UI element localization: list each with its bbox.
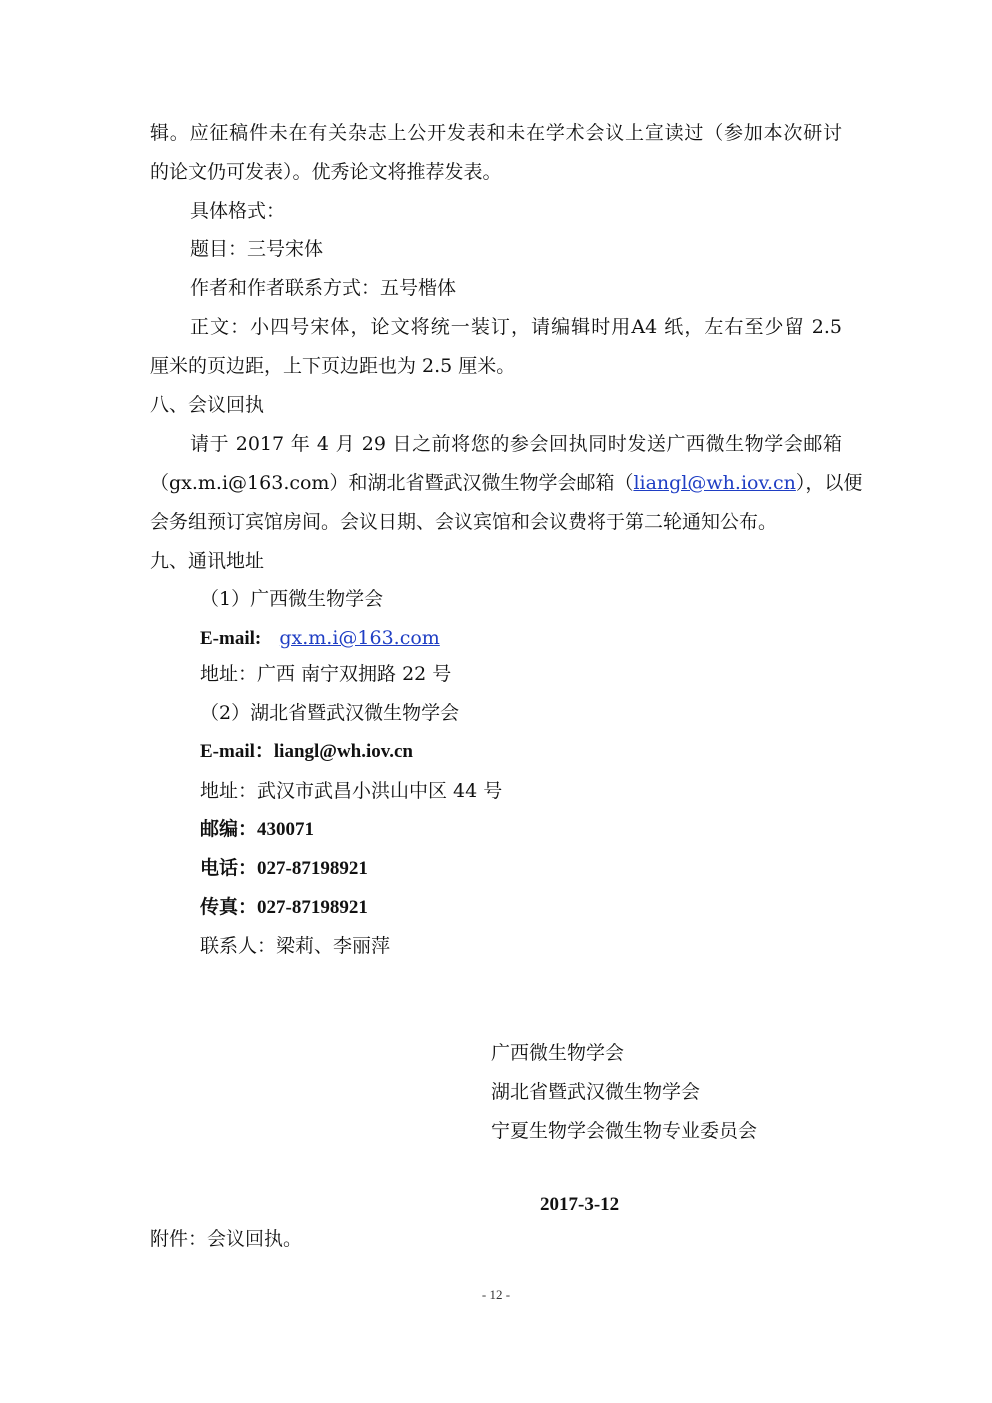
text-segment: ），以便 [795, 472, 863, 494]
text-segment: （gx.m.i@163.com）和湖北省暨武汉微生物学会邮箱（ [150, 472, 634, 494]
signature-org: 广西微生物学会 [491, 1042, 625, 1064]
email-link[interactable]: gx.m.i@163.com [279, 627, 440, 649]
attachment-note: 附件：会议回执。 [150, 1228, 303, 1250]
document-date: 2017-3-12 [540, 1194, 620, 1215]
author-rule: 作者和作者联系方式：五号楷体 [190, 277, 457, 299]
org2-address: 地址：武汉市武昌小洪山中区 44 号 [200, 780, 503, 802]
org1-name: （1）广西微生物学会 [200, 588, 384, 610]
format-heading: 具体格式： [190, 200, 286, 222]
signature-org: 湖北省暨武汉微生物学会 [491, 1081, 701, 1103]
org1-email [200, 626, 440, 651]
org2-fax: 传真：027-87198921 [200, 897, 368, 918]
org1-address: 地址：广西 南宁双拥路 22 号 [200, 663, 452, 685]
paragraph-line: 会务组预订宾馆房间。会议日期、会议宾馆和会议费将于第二轮通知公布。 [150, 511, 778, 533]
body-rule-line: 厘米的页边距，上下页边距也为 2.5 厘米。 [150, 355, 516, 377]
signature-org: 宁夏生物学会微生物专业委员会 [491, 1120, 758, 1142]
section-9-heading: 九、通讯地址 [150, 550, 265, 572]
body-rule-line: 正文：小四号宋体，论文将统一装订，请编辑时用A4 纸，左右至少留 2.5 [190, 316, 842, 338]
org2-name: （2）湖北省暨武汉微生物学会 [200, 702, 460, 724]
org2-email: E-mail：liangl@wh.iov.cn [200, 741, 413, 762]
org2-contacts: 联系人：梁莉、李丽萍 [200, 935, 391, 957]
title-rule: 题目：三号宋体 [190, 238, 324, 260]
paragraph-line [150, 471, 863, 495]
email-link[interactable]: liangl@wh.iov.cn [633, 472, 796, 494]
email-label: E-mail: [200, 628, 262, 649]
paragraph-line: 辑。应征稿件未在有关杂志上公开发表和未在学术会议上宣读过（参加本次研讨 [150, 122, 842, 144]
paragraph-line: 请于 2017 年 4 月 29 日之前将您的参会回执同时发送广西微生物学会邮箱 [190, 433, 842, 455]
org2-postcode: 邮编：430071 [200, 819, 315, 840]
org2-phone: 电话：027-87198921 [200, 858, 368, 879]
section-8-heading: 八、会议回执 [150, 394, 265, 416]
paragraph-line: 的论文仍可发表）。优秀论文将推荐发表。 [150, 161, 502, 183]
page-number: - 12 - [481, 1287, 511, 1302]
